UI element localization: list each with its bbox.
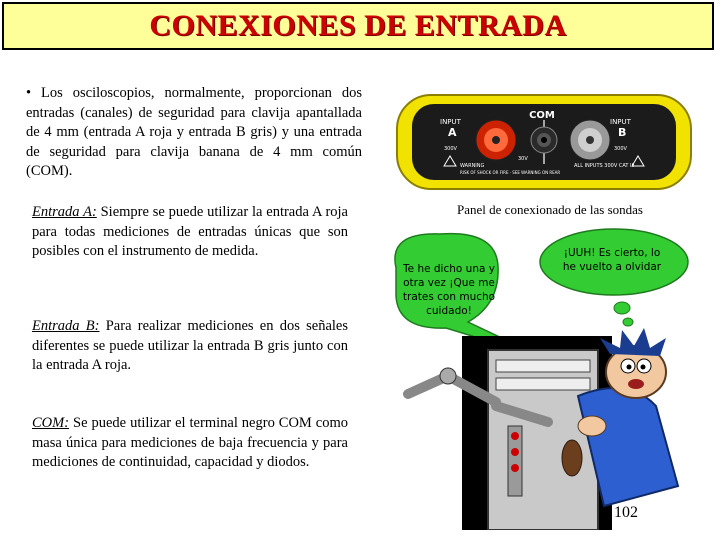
panel-warning-text: WARNING xyxy=(460,163,485,169)
com-text: Se puede utilizar el terminal negro COM como masa única para mediciones de baja frecuencia y para mediciones de continuidad, capacidad y diodos. xyxy=(32,415,348,470)
panel-input-b-text: INPUT xyxy=(610,118,631,126)
entrada-b-label: Entrada B: xyxy=(32,318,100,334)
intro-paragraph: • Los osciloscopios, normalmente, proporcionan dos entradas (canales) de seguridad para clavija apantallada de 4 mm (entrada A roja y entrada B gris) y una entrada de seguridad para clavija banana de 4 mm común (COM). xyxy=(26,85,362,179)
entrada-a-text: Siempre se puede utilizar la entrada A roja para todas mediciones de entradas únicas que son posibles con el instrumento de medida. xyxy=(32,204,348,259)
com-black-jack xyxy=(531,127,557,153)
panel-input-a-text: INPUT xyxy=(440,118,461,126)
input-a-red-jack xyxy=(476,120,516,160)
panel-all-inputs-text: ALL INPUTS 300V CAT III xyxy=(574,163,635,169)
panel-300v-b: 300V xyxy=(614,146,627,152)
panel-30v: 30V xyxy=(518,156,528,162)
thought-bubble-right-text: ¡UUH! Es cierto, lo he vuelto a olvidar xyxy=(562,247,662,273)
input-b-gray-jack xyxy=(570,120,610,160)
com-paragraph xyxy=(32,414,348,473)
entrada-a-paragraph xyxy=(32,203,348,262)
com-label: COM: xyxy=(32,415,70,431)
panel-a-letter: A xyxy=(448,126,457,139)
panel-caption: Panel de conexionado de las sondas xyxy=(457,202,643,217)
entrada-a-label: Entrada A: xyxy=(32,204,97,220)
probe-panel-image xyxy=(396,94,692,190)
panel-risk-text: RISK OF SHOCK OR FIRE · SEE WARNING ON REAR xyxy=(460,170,561,175)
panel-300v-a: 300V xyxy=(444,146,457,152)
slide-title: CONEXIONES DE ENTRADA xyxy=(149,9,567,42)
entrada-b-paragraph xyxy=(32,317,348,376)
page-number: 102 xyxy=(614,504,638,521)
panel-b-letter: B xyxy=(618,126,627,139)
thought-bubble-right xyxy=(540,229,688,326)
speech-bubble-left-text: Te he dicho una y otra vez ¡Que me trates con mucho cuidado! xyxy=(402,263,496,317)
entrada-b-text: Para realizar mediciones en dos señales diferentes se puede utilizar la entrada B gris junto con la entrada A roja. xyxy=(32,318,348,373)
panel-com-text: COM xyxy=(529,110,555,121)
title-banner xyxy=(2,2,714,50)
